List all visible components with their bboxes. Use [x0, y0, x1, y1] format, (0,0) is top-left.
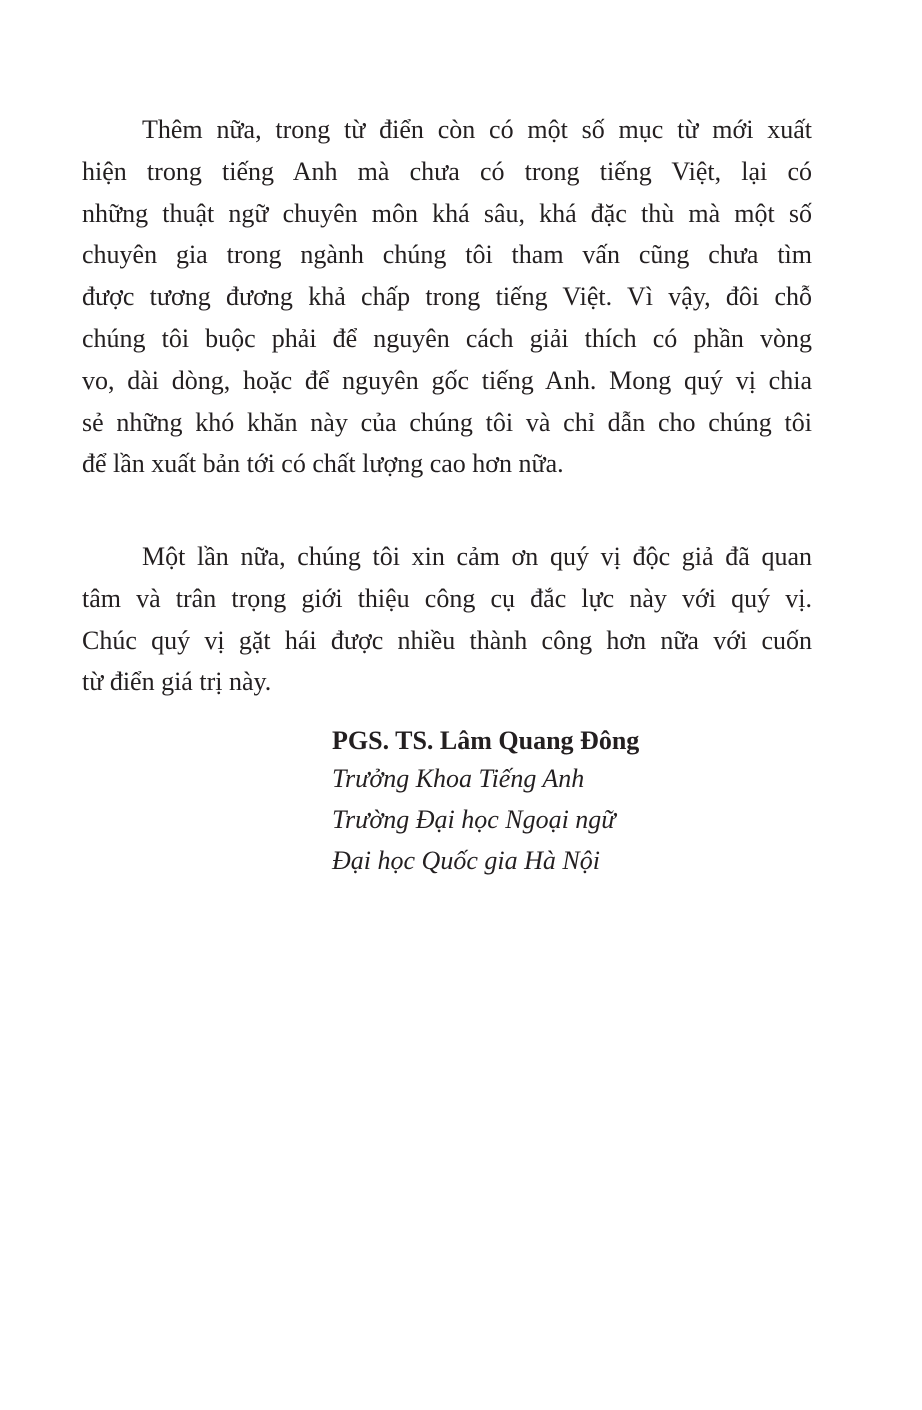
text-line: vo, dài dòng, hoặc để nguyên gốc tiếng Anh. Mong quý vị chia — [82, 365, 812, 395]
text-line: hiện trong tiếng Anh mà chưa có trong tiếng Việt, lại có — [82, 156, 812, 186]
text-line: được tương đương khả chấp trong tiếng Việt. Vì vậy, đôi chỗ — [82, 282, 812, 312]
author-name: PGS. TS. Lâm Quang Đông — [332, 726, 640, 755]
text-line: những thuật ngữ chuyên môn khá sâu, khá đặc thù mà một số — [82, 198, 812, 228]
text-line: để lần xuất bản tới có chất lượng cao hơn nữa. — [82, 449, 564, 479]
signature-block — [332, 720, 639, 881]
paragraph-2 — [82, 536, 812, 703]
author-school: Trường Đại học Ngoại ngữ — [332, 805, 616, 834]
paragraph-1 — [82, 109, 812, 485]
text-line: Thêm nữa, trong từ điển còn có một số mục từ mới xuất — [142, 115, 812, 144]
text-line: chúng tôi buộc phải để nguyên cách giải thích có phần vòng — [82, 323, 812, 353]
author-title: Trưởng Khoa Tiếng Anh — [332, 764, 585, 793]
text-line: tâm và trân trọng giới thiệu công cụ đắc lực này với quý vị. — [82, 583, 812, 613]
text-line: từ điển giá trị này. — [82, 667, 272, 697]
text-line: Một lần nữa, chúng tôi xin cảm ơn quý vị độc giả đã quan — [142, 542, 812, 571]
text-line: sẻ những khó khăn này của chúng tôi và chỉ dẫn cho chúng tôi — [82, 407, 812, 437]
text-line: chuyên gia trong ngành chúng tôi tham vấn cũng chưa tìm — [82, 240, 812, 270]
author-university: Đại học Quốc gia Hà Nội — [332, 846, 600, 875]
text-line: Chúc quý vị gặt hái được nhiều thành công hơn nữa với cuốn — [82, 625, 812, 655]
